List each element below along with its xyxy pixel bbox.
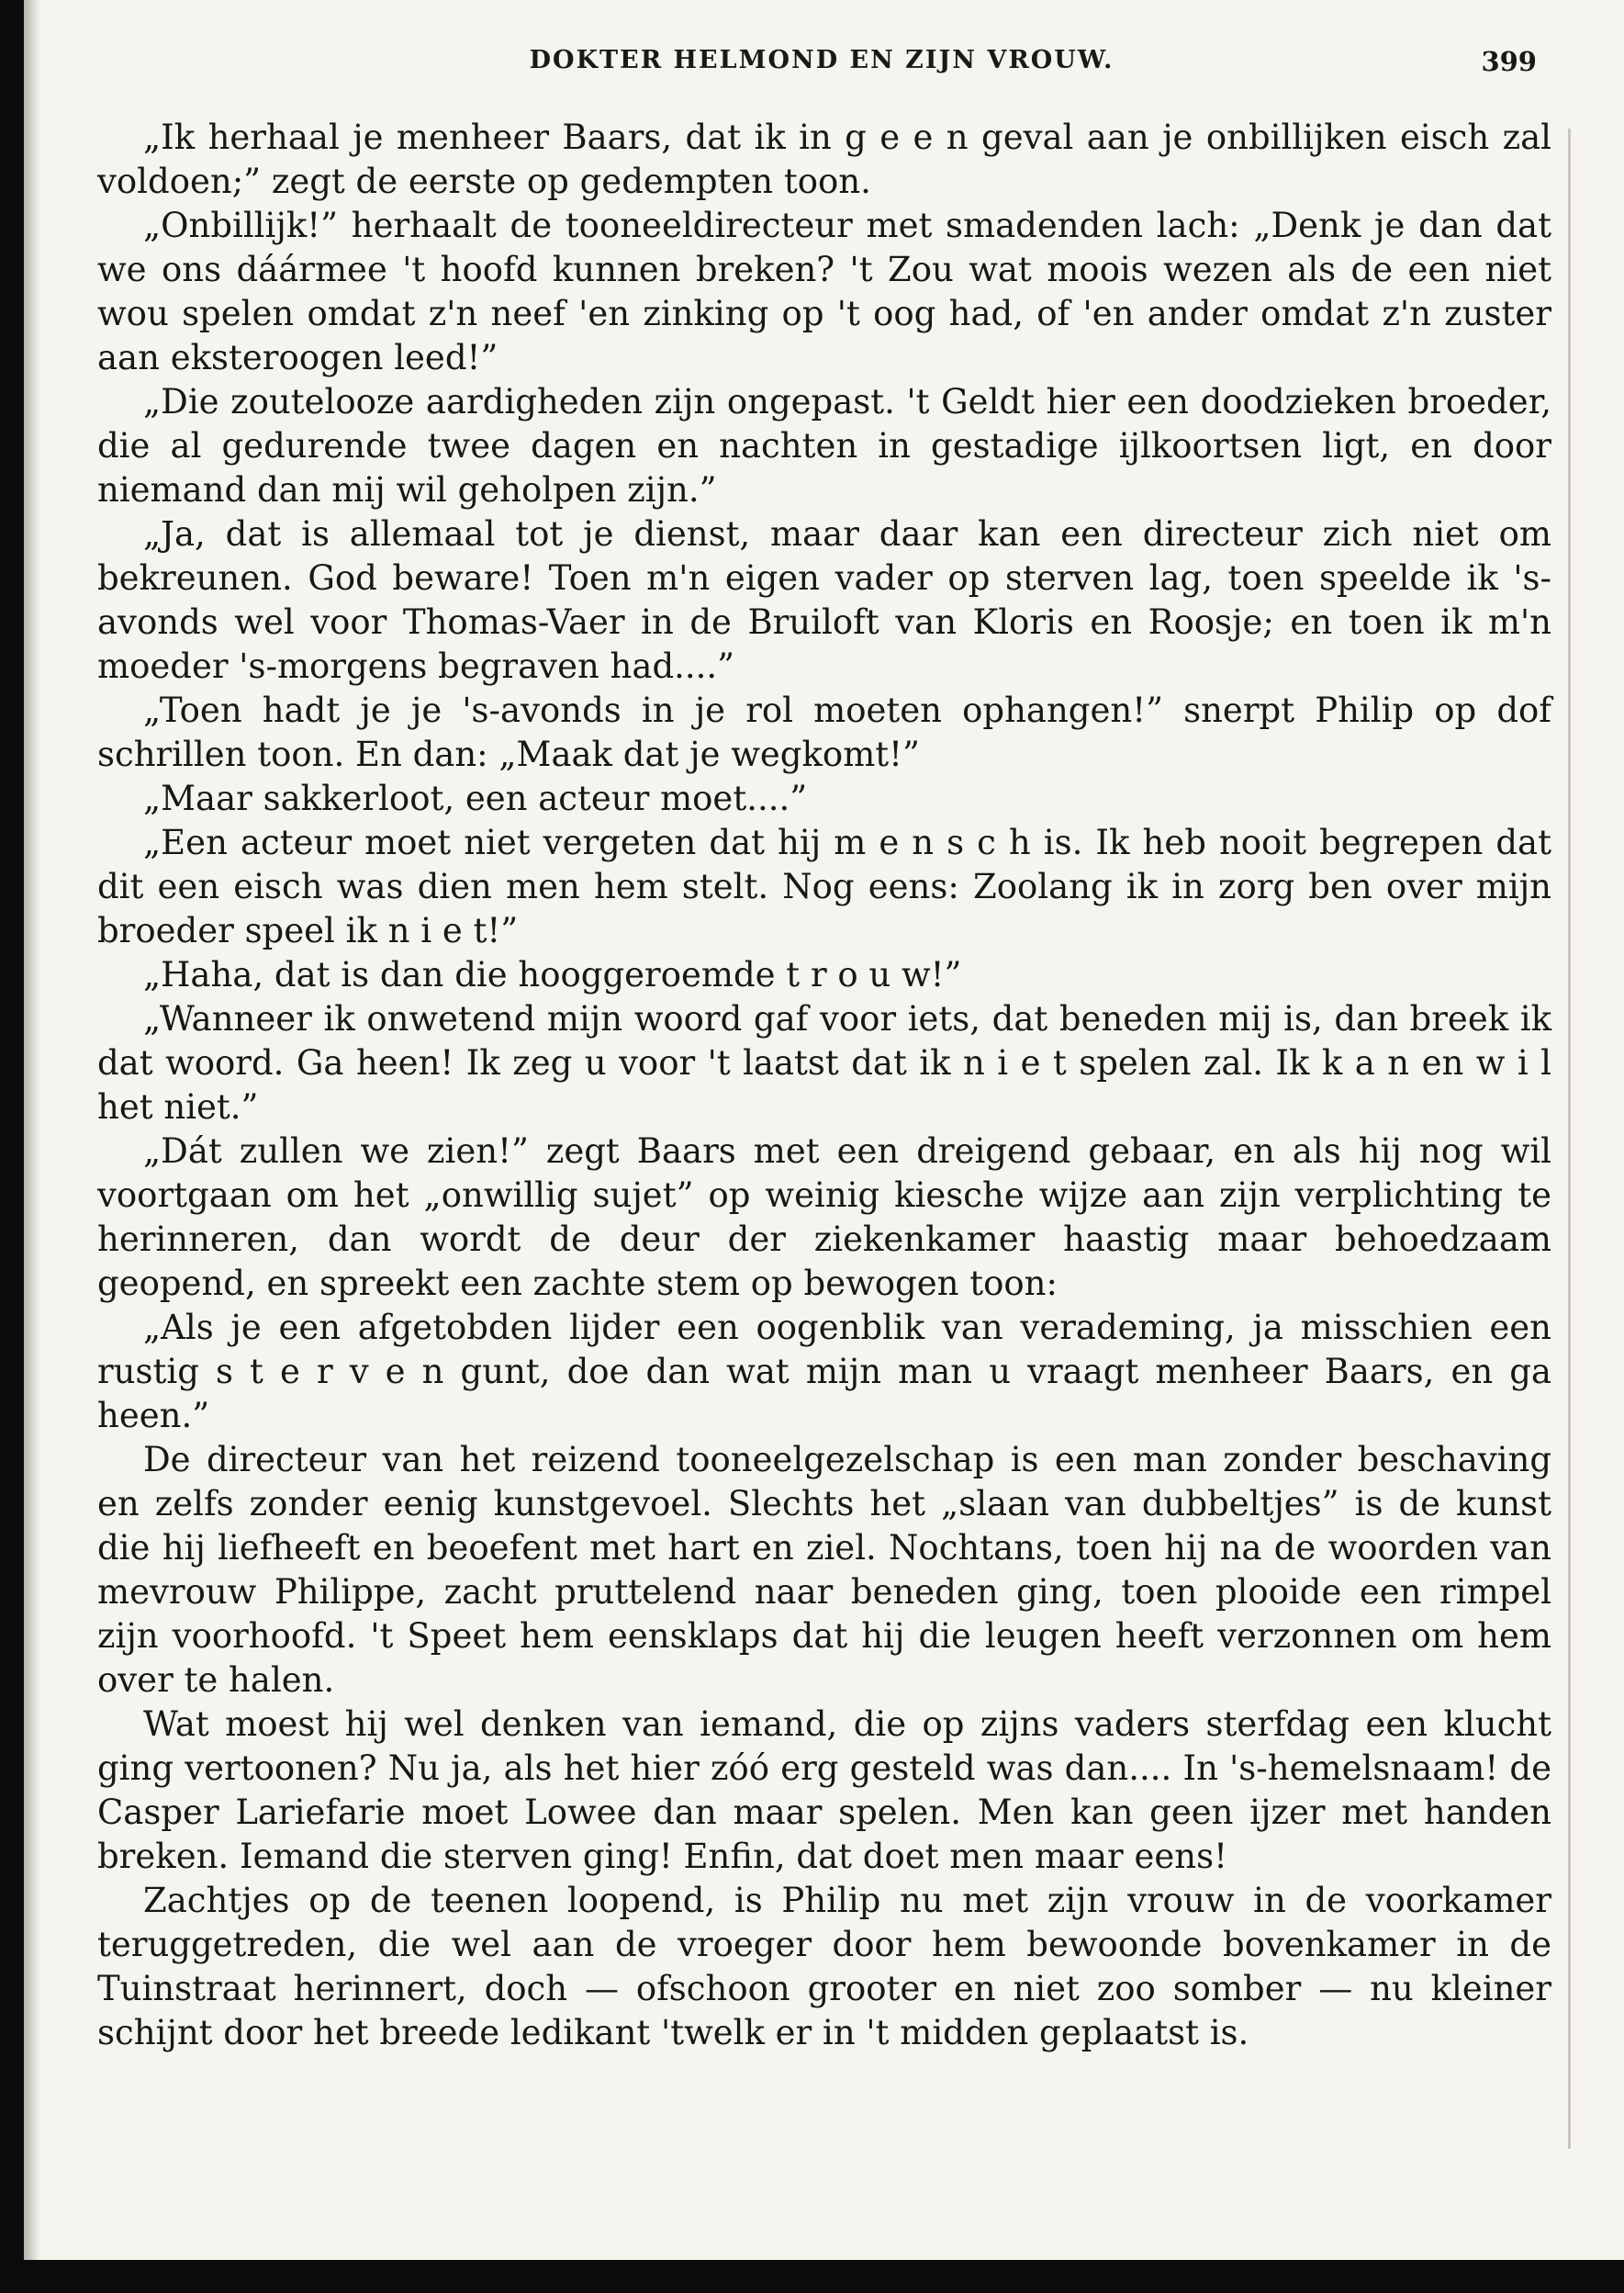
- running-title: DOKTER HELMOND EN ZIJN VROUW.: [529, 46, 1114, 74]
- scan-edge-left-shadow: [24, 0, 40, 2293]
- paragraph: „Haha, dat is dan die hooggeroemde t r o u w!”: [143, 955, 962, 995]
- paragraph: De directeur van het reizend tooneelgezelschap is een man zonder beschaving en zelfs zonder eenig kunstgevoel. Slechts het „slaan van dubbeltjes” is de kunst die hij liefheeft en beoefent met hart en ziel. Nochtans, toen hij na de woorden van mevrouw Philippe, zacht pruttelend naar beneden ging, toen plooide een rimpel zijn voorhoofd. 't Speet hem eensklaps dat hij die leugen heeft verzonnen om hem over te halen.: [97, 1440, 1551, 1700]
- paragraph: „Onbillijk!” herhaalt de tooneeldirecteur met smadenden lach: „Denk je dan dat we ons dáármee 't hoofd kunnen breken? 't Zou wat moois wezen als de een niet wou spelen omdat z'n neef 'en zinking op 't oog had, of 'en ander omdat z'n zuster aan eksteroogen leed!”: [97, 206, 1551, 377]
- paragraph: „Die zoutelooze aardigheden zijn ongepast. 't Geldt hier een doodzieken broeder, die al gedurende twee dagen en nachten in gestadige ijlkoortsen ligt, en door niemand dan mij wil geholpen zijn.”: [97, 382, 1551, 510]
- page-header: [101, 46, 1542, 83]
- paragraph: „Ik herhaal je menheer Baars, dat ik in g e e n geval aan je onbillijken eisch zal voldoen;” zegt de eerste op gedempten toon.: [97, 118, 1551, 201]
- body-text: [97, 116, 1551, 2055]
- paragraph: „Dát zullen we zien!” zegt Baars met een dreigend gebaar, en als hij nog wil voortgaan om het „onwillig sujet” op weinig kiesche wijze aan zijn verplichting te herinneren, dan wordt de deur der ziekenkamer haastig maar behoedzaam geopend, en spreekt een zachte stem op bewogen toon:: [97, 1131, 1551, 1303]
- paragraph: Wat moest hij wel denken van iemand, die op zijns vaders sterfdag een klucht ging vertoonen? Nu ja, als het hier zóó erg gesteld was dan.... In 's-hemelsnaam! de Casper Lariefarie moet Lowee dan maar spelen. Men kan geen ijzer met handen breken. Iemand die sterven ging! Enfin, dat doet men maar eens!: [97, 1704, 1551, 1876]
- scan-edge-right-line: [1568, 129, 1571, 2149]
- page-number: 399: [1481, 46, 1537, 77]
- paragraph: „Wanneer ik onwetend mijn woord gaf voor iets, dat beneden mij is, dan breek ik dat woord. Ga heen! Ik zeg u voor 't laatst dat ik n i e t spelen zal. Ik k a n en w i l het niet.”: [97, 999, 1551, 1127]
- paragraph: „Toen hadt je je 's-avonds in je rol moeten ophangen!” snerpt Philip op dof schrillen toon. En dan: „Maak dat je wegkomt!”: [97, 691, 1551, 774]
- scan-edge-bottom: [0, 2260, 1624, 2293]
- scan-edge-left: [0, 0, 24, 2293]
- paragraph: „Ja, dat is allemaal tot je dienst, maar daar kan een directeur zich niet om bekreunen. God beware! Toen m'n eigen vader op sterven lag, toen speelde ik 's-avonds wel voor Thomas-Vaer in de Bruiloft van Kloris en Roosje; en toen ik m'n moeder 's-morgens begraven had....”: [97, 514, 1551, 686]
- paragraph: „Maar sakkerloot, een acteur moet....”: [143, 779, 808, 818]
- paragraph: „Een acteur moet niet vergeten dat hij m e n s c h is. Ik heb nooit begrepen dat dit een eisch was dien men hem stelt. Nog eens: Zoolang ik in zorg ben over mijn broeder speel ik n i e t!”: [97, 823, 1551, 950]
- paragraph: „Als je een afgetobden lijder een oogenblik van verademing, ja misschien een rustig s t e r v e n gunt, doe dan wat mijn man u vraagt menheer Baars, en ga heen.”: [97, 1308, 1551, 1435]
- paragraph: Zachtjes op de teenen loopend, is Philip nu met zijn vrouw in de voorkamer teruggetreden, die wel aan de vroeger door hem bewoonde bovenkamer in de Tuinstraat herinnert, doch — ofschoon grooter en niet zoo somber — nu kleiner schijnt door het breede ledikant 'twelk er in 't midden geplaatst is.: [97, 1881, 1551, 2052]
